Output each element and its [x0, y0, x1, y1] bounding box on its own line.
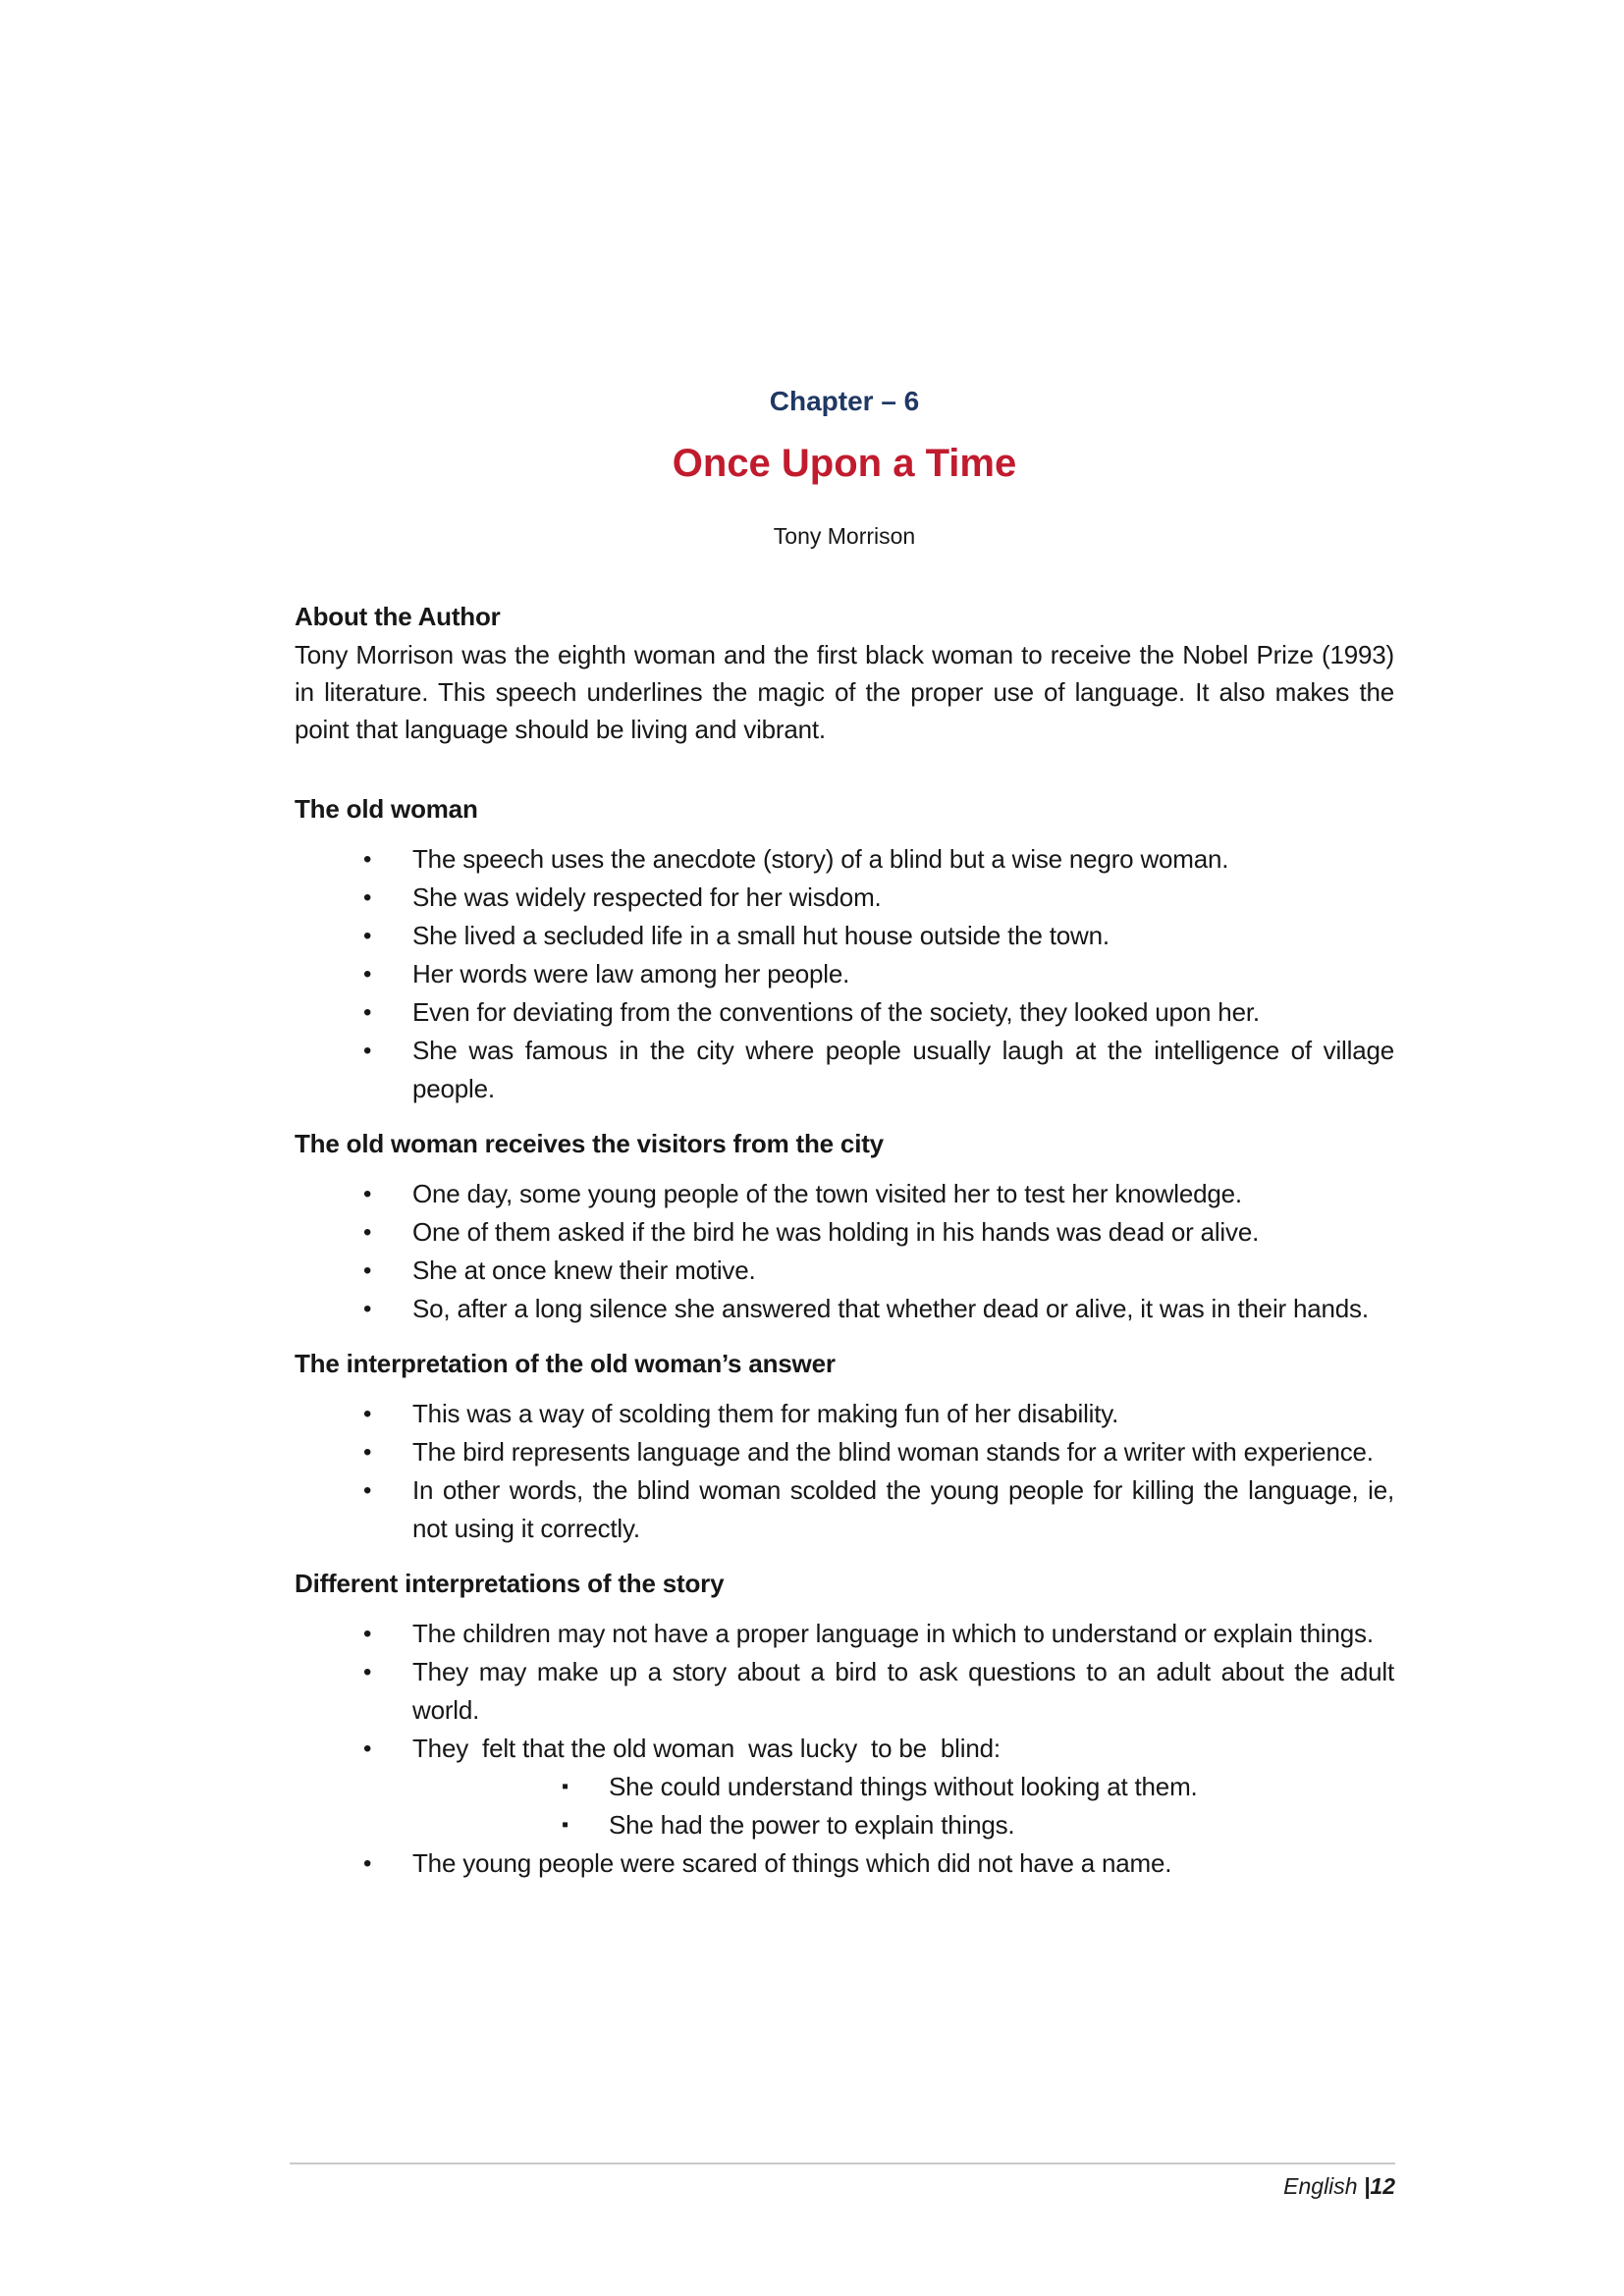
- section-heading: Different interpretations of the story: [295, 1569, 725, 1598]
- bullet-icon: •: [363, 1659, 372, 1685]
- list-item: [295, 993, 1394, 1032]
- square-bullet-icon: ▪: [562, 1814, 568, 1836]
- list-item: [295, 879, 1394, 917]
- section-heading: The old woman: [295, 794, 478, 824]
- bullet-icon: •: [363, 923, 372, 949]
- list-item: [295, 1252, 1394, 1290]
- list-item: [295, 1844, 1394, 1883]
- paragraph: Tony Morrison was the eighth woman and the first black woman to receive the Nobel Prize (1993) in literature. This speech underlines the magic of the proper use of language. It also makes the point that language should be living and vibrant.: [295, 640, 1394, 744]
- sub-list-item: [295, 1806, 1394, 1844]
- bullet-list: [295, 1395, 1394, 1548]
- list-item: [295, 1433, 1394, 1471]
- bullet-text: The speech uses the anecdote (story) of a blind but a wise negro woman.: [412, 844, 1229, 874]
- bullet-icon: •: [363, 1439, 372, 1466]
- bullet-icon: •: [363, 1038, 372, 1064]
- section-heading: The interpretation of the old woman’s answer: [295, 1349, 836, 1378]
- list-item: [295, 840, 1394, 879]
- bullet-text: The young people were scared of things which did not have a name.: [412, 1848, 1172, 1878]
- section-different-interpretations: [295, 1566, 1394, 1883]
- list-item: [295, 917, 1394, 955]
- list-item: [295, 1175, 1394, 1213]
- bullet-icon: •: [363, 884, 372, 911]
- sub-list-item: [295, 1768, 1394, 1806]
- bullet-text: She was famous in the city where people usually laugh at the intelligence of village people.: [412, 1036, 1394, 1103]
- section-interpretation-of-answer: [295, 1346, 1394, 1548]
- list-item: [295, 1730, 1394, 1768]
- chapter-label: Chapter – 6: [769, 386, 920, 416]
- bullet-list: [295, 840, 1394, 1108]
- bullet-text: One day, some young people of the town visited her to test her knowledge.: [412, 1179, 1242, 1208]
- bullet-icon: •: [363, 999, 372, 1026]
- bullet-text: This was a way of scolding them for making fun of her disability.: [412, 1399, 1119, 1428]
- sub-bullet-text: She could understand things without looking at them.: [609, 1772, 1198, 1801]
- list-item: [295, 1471, 1394, 1548]
- page-footer: [290, 2163, 1395, 2200]
- section-about-the-author: [295, 599, 1394, 748]
- page-number: |12: [1363, 2173, 1395, 2199]
- list-item: [295, 1032, 1394, 1108]
- subject-label: English: [1283, 2173, 1358, 2199]
- author-name: Tony Morrison: [773, 523, 916, 549]
- bullet-text: The children may not have a proper language in which to understand or explain things.: [412, 1619, 1374, 1648]
- bullet-icon: •: [363, 961, 372, 988]
- bullet-icon: •: [363, 1257, 372, 1284]
- page-title: Once Upon a Time: [672, 442, 1017, 485]
- list-item: [295, 1615, 1394, 1653]
- bullet-list: [295, 1175, 1394, 1328]
- bullet-icon: •: [363, 1477, 372, 1504]
- bullet-icon: •: [363, 1621, 372, 1647]
- list-item: [295, 1290, 1394, 1328]
- footer-text: [290, 2164, 1395, 2200]
- section-the-old-woman: [295, 791, 1394, 1108]
- list-item: [295, 1653, 1394, 1730]
- bullet-icon: •: [363, 1296, 372, 1322]
- section-heading: The old woman receives the visitors from the city: [295, 1129, 884, 1158]
- bullet-text: One of them asked if the bird he was holding in his hands was dead or alive.: [412, 1217, 1260, 1247]
- sub-bullet-text: She had the power to explain things.: [609, 1810, 1015, 1840]
- bullet-text: In other words, the blind woman scolded the young people for killing the language, ie, not using it correctly.: [412, 1475, 1394, 1543]
- bullet-text: She at once knew their motive.: [412, 1255, 756, 1285]
- bullet-text: So, after a long silence she answered that whether dead or alive, it was in their hands.: [412, 1294, 1369, 1323]
- page-content: [295, 385, 1394, 1883]
- bullet-text: They may make up a story about a bird to ask questions to an adult about the adult world.: [412, 1657, 1394, 1725]
- bullet-text: She was widely respected for her wisdom.: [412, 882, 882, 912]
- bullet-icon: •: [363, 1181, 372, 1207]
- bullet-icon: •: [363, 846, 372, 873]
- bullet-text: They felt that the old woman was lucky to be blind:: [412, 1734, 1001, 1763]
- list-item: [295, 1213, 1394, 1252]
- bullet-icon: •: [363, 1401, 372, 1427]
- bullet-list: [295, 1615, 1394, 1883]
- bullet-icon: •: [363, 1735, 372, 1762]
- bullet-text: Even for deviating from the conventions of the society, they looked upon her.: [412, 997, 1260, 1027]
- section-old-woman-receives-visitors: [295, 1126, 1394, 1328]
- list-item: [295, 1395, 1394, 1433]
- section-heading: About the Author: [295, 602, 501, 631]
- bullet-icon: •: [363, 1219, 372, 1246]
- bullet-icon: •: [363, 1850, 372, 1877]
- bullet-text: Her words were law among her people.: [412, 959, 850, 988]
- bullet-text: The bird represents language and the blind woman stands for a writer with experience.: [412, 1437, 1374, 1467]
- list-item: [295, 955, 1394, 993]
- square-bullet-icon: ▪: [562, 1776, 568, 1797]
- bullet-text: She lived a secluded life in a small hut house outside the town.: [412, 921, 1110, 950]
